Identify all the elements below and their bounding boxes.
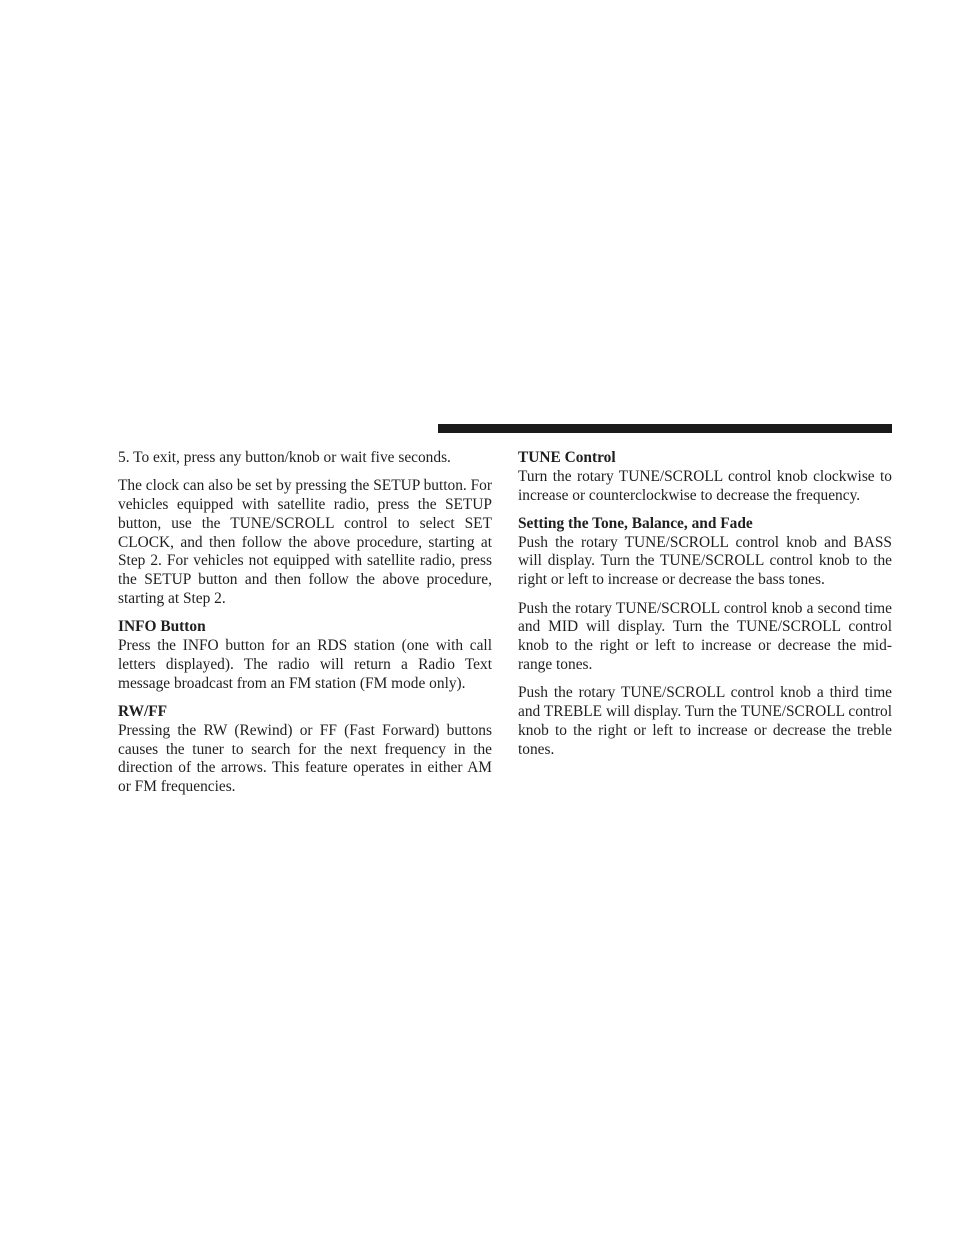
clock-paragraph: The clock can also be set by pressing the SETUP button. For vehicles equipped with satellite radio, press the SETUP button, use the TUNE/SCROLL control to select SET CLOCK, and then follow the above procedure, starting at Step 2. For vehicles not equipped with satellite radio, press the SETUP button and then follow the above procedure, starting at Step 2.: [118, 477, 492, 608]
tone-balance-fade-heading: Setting the Tone, Balance, and Fade: [518, 514, 753, 532]
header-rule: [438, 424, 892, 433]
left-column: [118, 449, 492, 797]
right-column: [518, 449, 892, 759]
tune-control-heading: TUNE Control: [518, 449, 616, 466]
bass-paragraph: Push the rotary TUNE/SCROLL control knob and BASS will display. Turn the TUNE/SCROLL control knob to the right or left to increase or decrease the bass tones.: [518, 533, 892, 589]
tune-control-paragraph: Turn the rotary TUNE/SCROLL control knob clockwise to increase or counterclockwise to decrease the frequency.: [518, 467, 892, 504]
info-button-paragraph: Press the INFO button for an RDS station (one with call letters displayed). The radio will return a Radio Text message broadcast from an FM station (FM mode only).: [118, 637, 492, 692]
step-5-text: 5. To exit, press any button/knob or wait five seconds.: [118, 449, 451, 466]
rw-ff-heading: RW/FF: [118, 703, 168, 721]
mid-paragraph: Push the rotary TUNE/SCROLL control knob a second time and MID will display. Turn the TUNE/SCROLL control knob to the right or left to increase or decrease the mid-range tones.: [518, 599, 892, 673]
rw-ff-paragraph: Pressing the RW (Rewind) or FF (Fast Forward) buttons causes the tuner to search for the next frequency in the direction of the arrows. This feature operates in either AM or FM frequencies.: [118, 721, 492, 796]
treble-paragraph: Push the rotary TUNE/SCROLL control knob a third time and TREBLE will display. Turn the TUNE/SCROLL control knob to the right or left to increase or decrease the treble tones.: [518, 684, 892, 758]
info-button-heading: INFO Button: [118, 618, 206, 636]
